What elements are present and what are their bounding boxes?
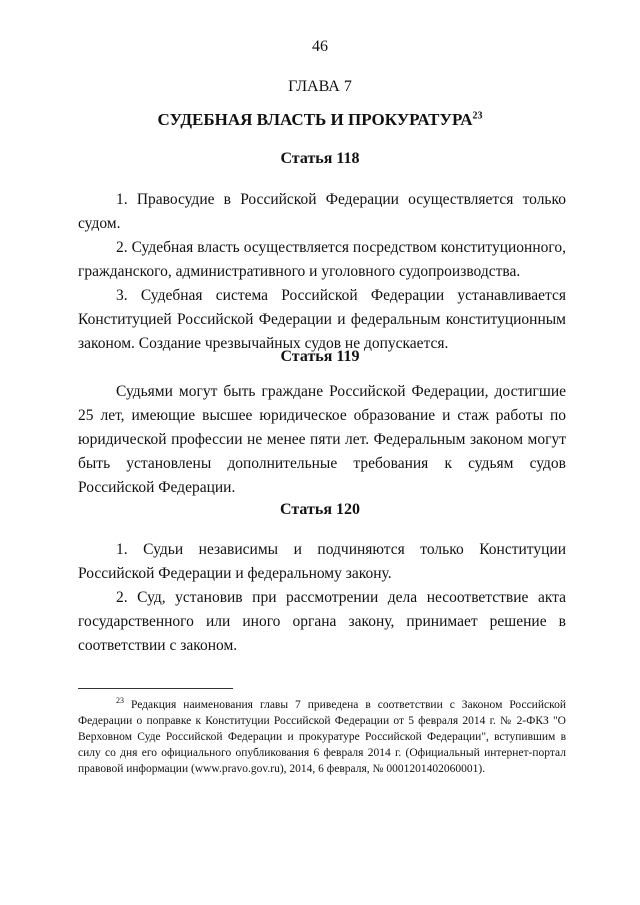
article-120-title: Статья 120 xyxy=(280,501,360,518)
article-119-body xyxy=(78,380,566,500)
paragraph: 2. Судебная власть осуществляется посредством конституционного, гражданского, административного и уголовного судопроизводства. xyxy=(78,239,566,280)
paragraph: 1. Судьи независимы и подчиняются только Конституции Российской Федерации и федеральному закону. xyxy=(78,541,566,582)
chapter-label: ГЛАВА 7 xyxy=(288,78,352,95)
footnote xyxy=(78,697,566,777)
paragraph: Судьями могут быть граждане Российской Федерации, достигшие 25 лет, имеющие высшее юридическое образование и стаж работы по юридической профессии не менее пяти лет. Федеральным законом могут быть установлены дополнительные требования к судьям судов Российской Федерации. xyxy=(78,383,566,496)
chapter-title xyxy=(0,110,640,130)
article-118-title: Статья 118 xyxy=(280,150,360,167)
footnote-number: 23 xyxy=(116,696,124,706)
footnote-divider xyxy=(78,688,233,689)
footnote-reference[interactable]: 23 xyxy=(472,110,483,122)
footnote-text: Редакция наименования главы 7 приведена в соответствии с Законом Российской Федерации о поправке к Конституции Российской Федерации от 5 февраля 2014 г. № 2-ФКЗ "О Верховном Суде Российской Федерации и прокуратуре Российской Федерации", вступившим в силу со дня его официального опубликования 6 февраля 2014 г. (Официальный интернет-портал правовой информации (www.pravo.gov.ru), 2014, 6 февраля, № 0001201402060001). xyxy=(78,699,567,775)
article-119-title: Статья 119 xyxy=(280,348,360,365)
chapter-title-text: СУДЕБНАЯ ВЛАСТЬ И ПРОКУРАТУРА xyxy=(157,110,473,129)
article-118-body xyxy=(78,188,566,356)
page-number: 46 xyxy=(312,38,328,55)
paragraph: 2. Суд, установив при рассмотрении дела несоответствие акта государственного или иного органа закону, принимает решение в соответствии с законом. xyxy=(78,589,566,654)
paragraph: 1. Правосудие в Российской Федерации осуществляется только судом. xyxy=(78,191,566,232)
article-120-body xyxy=(78,538,566,658)
paragraph: 3. Судебная система Российской Федерации устанавливается Конституцией Российской Федерации и федеральным конституционным законом. Создание чрезвычайных судов не допускается. xyxy=(78,287,566,352)
